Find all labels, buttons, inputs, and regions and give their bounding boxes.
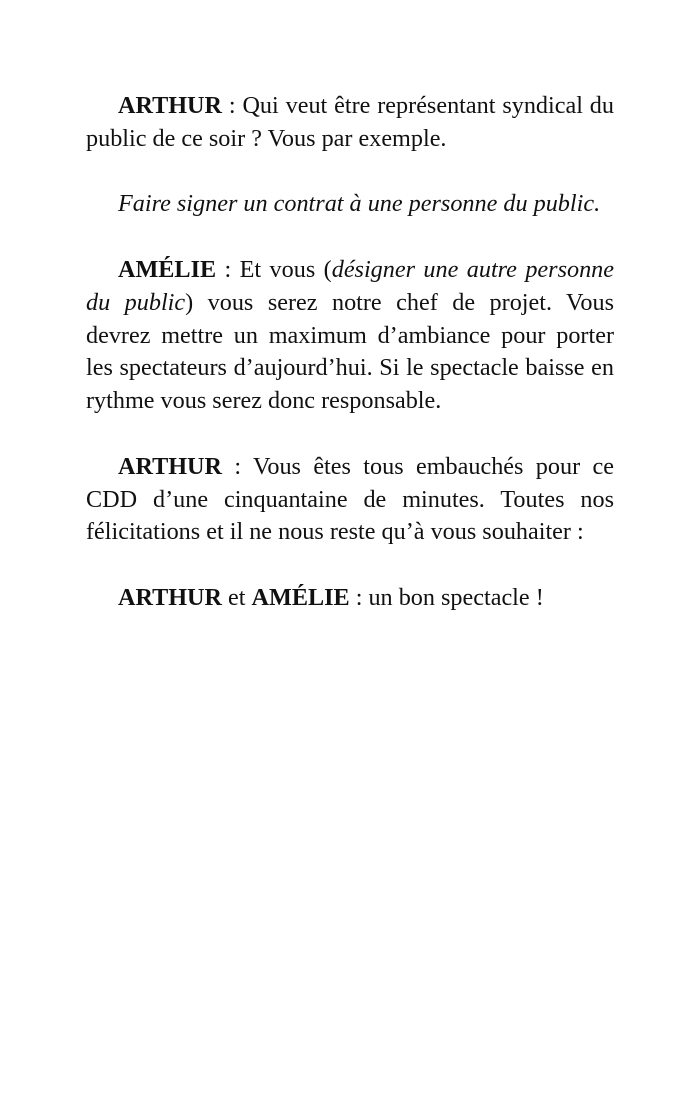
speaker-name: AMÉLIE bbox=[251, 583, 350, 611]
speaker-name: ARTHUR bbox=[118, 92, 222, 119]
script-page bbox=[86, 90, 614, 648]
speaker-name: AMÉLIE bbox=[118, 255, 217, 283]
dialogue-text: : Qui veut être représentant syndical du public de ce soir ? Vous par exemple. bbox=[86, 92, 614, 152]
dialogue-arthur-1 bbox=[86, 90, 614, 156]
dialogue-text: ) vous serez notre chef de projet. Vous devrez mettre un maximum d’ambiance pour porter les spectateurs d’aujourd’hui. Si le spectacle baisse en rythme vous serez donc responsable. bbox=[86, 288, 614, 415]
connector-text: et bbox=[221, 583, 252, 611]
inline-stage-direction: désigner une autre personne du public bbox=[86, 255, 614, 316]
dialogue-arthur-2 bbox=[86, 451, 614, 549]
stage-direction bbox=[86, 188, 614, 221]
dialogue-text: : un bon spectacle ! bbox=[349, 583, 544, 611]
dialogue-text: : Et vous ( bbox=[216, 255, 332, 283]
speaker-name: ARTHUR bbox=[118, 583, 222, 611]
stage-direction-text: Faire signer un contrat à une personne du public. bbox=[118, 190, 601, 218]
dialogue-both bbox=[86, 582, 614, 615]
dialogue-text: : Vous êtes tous embauchés pour ce CDD d’une cinquantaine de minutes. Toutes nos félicitations et il ne nous reste qu’à vous souhaiter : bbox=[86, 452, 614, 546]
dialogue-amelie bbox=[86, 254, 614, 418]
speaker-name: ARTHUR bbox=[118, 452, 222, 480]
